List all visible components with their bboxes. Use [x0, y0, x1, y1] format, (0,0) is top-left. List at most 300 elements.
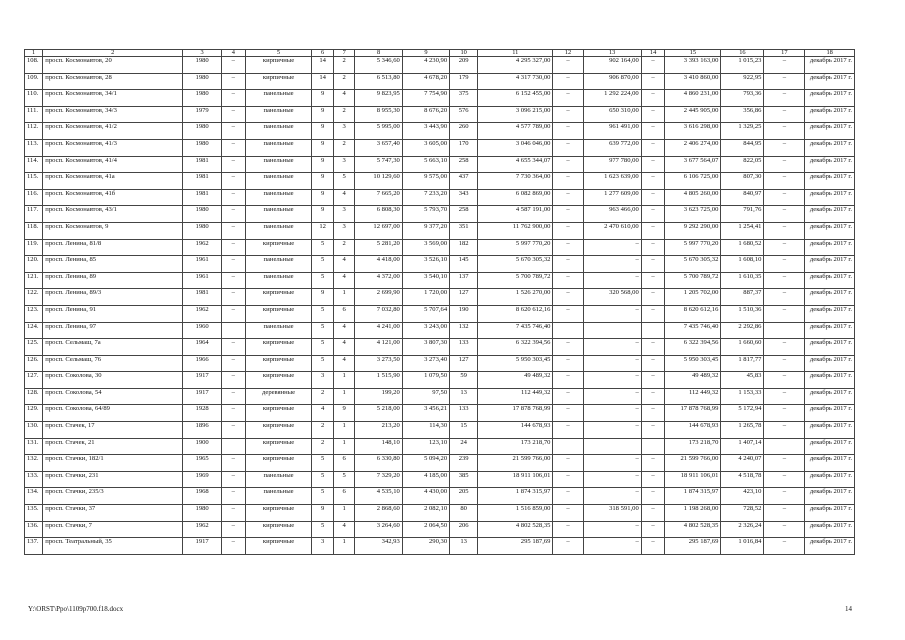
cell-col-10: 133: [450, 405, 478, 422]
cell-col-7: 4: [333, 272, 355, 289]
cell-col-8: 12 697,00: [355, 222, 402, 239]
cell-col-14: –: [641, 538, 665, 555]
cell-col-6: 9: [312, 106, 334, 123]
cell-col-15: 8 620 612,16: [665, 305, 721, 322]
cell-col-9: 4 678,20: [402, 73, 449, 90]
cell-col-6: 5: [312, 272, 334, 289]
cell-col-12: –: [553, 289, 583, 306]
cell-col-4: –: [221, 505, 245, 522]
cell-col-13: 906 870,00: [583, 73, 641, 90]
cell-col-8: 6 808,30: [355, 206, 402, 223]
cell-col-16: 791,76: [721, 206, 764, 223]
cell-col-9: 3 243,00: [402, 322, 449, 339]
cell-col-7: 5: [333, 471, 355, 488]
cell-col-10: 59: [450, 372, 478, 389]
cell-col-15: 9 292 290,00: [665, 222, 721, 239]
cell-col-4: –: [221, 521, 245, 538]
cell-col-17: [764, 322, 805, 339]
cell-col-9: 5 793,70: [402, 206, 449, 223]
cell-col-7: 2: [333, 57, 355, 74]
cell-col-7: 1: [333, 372, 355, 389]
cell-col-6: 4: [312, 405, 334, 422]
cell-col-6: 9: [312, 90, 334, 107]
column-number-4: 4: [221, 50, 245, 57]
cell-col-18: декабрь 2017 г.: [805, 339, 855, 356]
cell-col-10: 132: [450, 322, 478, 339]
cell-col-5: панельные: [245, 222, 312, 239]
cell-col-5: панельные: [245, 488, 312, 505]
cell-col-1: 119.: [25, 239, 43, 256]
cell-col-16: 728,52: [721, 505, 764, 522]
table-row: [25, 222, 855, 239]
cell-col-10: 80: [450, 505, 478, 522]
cell-col-14: –: [641, 222, 665, 239]
cell-col-2: просп. Космонавтов, 41/3: [43, 139, 183, 156]
table-row: [25, 455, 855, 472]
cell-col-5: кирпичные: [245, 305, 312, 322]
cell-col-12: –: [553, 173, 583, 190]
cell-col-4: –: [221, 222, 245, 239]
cell-col-5: панельные: [245, 123, 312, 140]
cell-col-1: 134.: [25, 488, 43, 505]
cell-col-2: просп. Стачки, 235/3: [43, 488, 183, 505]
cell-col-16: 844,95: [721, 139, 764, 156]
cell-col-7: 1: [333, 289, 355, 306]
cell-col-14: –: [641, 206, 665, 223]
cell-col-15: 7 435 746,40: [665, 322, 721, 339]
cell-col-14: –: [641, 139, 665, 156]
cell-col-8: 213,20: [355, 422, 402, 439]
cell-col-11: 173 218,70: [478, 438, 553, 455]
cell-col-12: –: [553, 206, 583, 223]
table-row: [25, 488, 855, 505]
cell-col-13: 977 780,00: [583, 156, 641, 173]
cell-col-12: [553, 438, 583, 455]
cell-col-6: 9: [312, 505, 334, 522]
cell-col-16: 1 610,35: [721, 272, 764, 289]
cell-col-5: кирпичные: [245, 57, 312, 74]
cell-col-3: 1981: [183, 156, 222, 173]
cell-col-2: просп. Стачки, 182/1: [43, 455, 183, 472]
cell-col-11: 5 700 789,72: [478, 272, 553, 289]
cell-col-11: 7 435 746,40: [478, 322, 553, 339]
table-row: [25, 156, 855, 173]
cell-col-3: 1900: [183, 438, 222, 455]
cell-col-4: –: [221, 471, 245, 488]
cell-col-9: 114,30: [402, 422, 449, 439]
cell-col-11: 5 670 305,32: [478, 256, 553, 273]
cell-col-17: –: [764, 538, 805, 555]
cell-col-16: 1 254,41: [721, 222, 764, 239]
cell-col-16: 4 518,78: [721, 471, 764, 488]
cell-col-13: 650 310,00: [583, 106, 641, 123]
cell-col-12: –: [553, 339, 583, 356]
cell-col-15: 17 878 768,99: [665, 405, 721, 422]
cell-col-11: 49 489,32: [478, 372, 553, 389]
cell-col-1: 108.: [25, 57, 43, 74]
cell-col-12: –: [553, 521, 583, 538]
cell-col-2: просп. Космонавтов, 28: [43, 73, 183, 90]
cell-col-13: –: [583, 372, 641, 389]
cell-col-10: 239: [450, 455, 478, 472]
cell-col-1: 137.: [25, 538, 43, 555]
table-row: [25, 438, 855, 455]
cell-col-5: кирпичные: [245, 239, 312, 256]
cell-col-3: 1980: [183, 206, 222, 223]
cell-col-17: –: [764, 455, 805, 472]
cell-col-11: 3 046 046,00: [478, 139, 553, 156]
cell-col-18: декабрь 2017 г.: [805, 289, 855, 306]
cell-col-16: 1 329,25: [721, 123, 764, 140]
table-row: [25, 272, 855, 289]
cell-col-1: 132.: [25, 455, 43, 472]
cell-col-13: –: [583, 521, 641, 538]
cell-col-5: панельные: [245, 256, 312, 273]
cell-col-11: 112 449,32: [478, 388, 553, 405]
cell-col-6: 9: [312, 156, 334, 173]
cell-col-6: 5: [312, 339, 334, 356]
cell-col-2: просп. Космонавтов, 41/4: [43, 156, 183, 173]
cell-col-2: просп. Ленина, 97: [43, 322, 183, 339]
cell-col-12: –: [553, 272, 583, 289]
cell-col-17: –: [764, 521, 805, 538]
cell-col-8: 6 513,80: [355, 73, 402, 90]
cell-col-6: 9: [312, 289, 334, 306]
cell-col-8: 6 330,80: [355, 455, 402, 472]
cell-col-18: декабрь 2017 г.: [805, 90, 855, 107]
cell-col-8: 5 218,00: [355, 405, 402, 422]
cell-col-8: 1 515,90: [355, 372, 402, 389]
cell-col-4: –: [221, 239, 245, 256]
cell-col-6: 5: [312, 455, 334, 472]
cell-col-2: просп. Стачек, 17: [43, 422, 183, 439]
cell-col-11: 1 516 859,00: [478, 505, 553, 522]
cell-col-15: 144 678,93: [665, 422, 721, 439]
cell-col-11: 6 152 455,00: [478, 90, 553, 107]
cell-col-12: –: [553, 355, 583, 372]
table-row: [25, 372, 855, 389]
cell-col-7: 4: [333, 256, 355, 273]
cell-col-18: декабрь 2017 г.: [805, 538, 855, 555]
cell-col-11: 7 730 364,00: [478, 173, 553, 190]
cell-col-3: 1896: [183, 422, 222, 439]
cell-col-14: –: [641, 339, 665, 356]
cell-col-4: –: [221, 173, 245, 190]
cell-col-3: 1969: [183, 471, 222, 488]
cell-col-16: 822,05: [721, 156, 764, 173]
table-row: [25, 139, 855, 156]
cell-col-14: –: [641, 521, 665, 538]
cell-col-17: –: [764, 305, 805, 322]
cell-col-12: –: [553, 505, 583, 522]
cell-col-7: 4: [333, 355, 355, 372]
cell-col-15: 2 406 274,00: [665, 139, 721, 156]
cell-col-16: 4 240,07: [721, 455, 764, 472]
cell-col-16: 5 172,94: [721, 405, 764, 422]
cell-col-16: 1 265,78: [721, 422, 764, 439]
cell-col-13: –: [583, 388, 641, 405]
cell-col-14: –: [641, 106, 665, 123]
cell-col-1: 127.: [25, 372, 43, 389]
cell-col-17: –: [764, 73, 805, 90]
cell-col-7: 5: [333, 173, 355, 190]
cell-col-9: 3 807,30: [402, 339, 449, 356]
column-number-5: 5: [245, 50, 312, 57]
cell-col-6: 5: [312, 256, 334, 273]
cell-col-16: 2 326,24: [721, 521, 764, 538]
cell-col-15: 2 445 905,00: [665, 106, 721, 123]
cell-col-12: –: [553, 123, 583, 140]
cell-col-13: [583, 322, 641, 339]
cell-col-5: панельные: [245, 206, 312, 223]
cell-col-8: 8 955,30: [355, 106, 402, 123]
cell-col-13: 961 491,00: [583, 123, 641, 140]
cell-col-1: 130.: [25, 422, 43, 439]
column-number-1: 1: [25, 50, 43, 57]
cell-col-15: 4 805 260,00: [665, 189, 721, 206]
cell-col-2: просп. Космонавтов, 41б: [43, 189, 183, 206]
cell-col-9: 5 707,64: [402, 305, 449, 322]
cell-col-9: 5 094,20: [402, 455, 449, 472]
table-row: [25, 505, 855, 522]
cell-col-13: [583, 438, 641, 455]
cell-col-10: 437: [450, 173, 478, 190]
table-row: [25, 339, 855, 356]
cell-col-8: 7 032,80: [355, 305, 402, 322]
cell-col-16: 1 407,14: [721, 438, 764, 455]
cell-col-7: 3: [333, 156, 355, 173]
cell-col-14: –: [641, 355, 665, 372]
cell-col-9: 7 233,20: [402, 189, 449, 206]
cell-col-4: –: [221, 405, 245, 422]
cell-col-6: 5: [312, 305, 334, 322]
cell-col-6: 5: [312, 488, 334, 505]
cell-col-11: 5 950 303,45: [478, 355, 553, 372]
cell-col-3: 1980: [183, 505, 222, 522]
cell-col-1: 117.: [25, 206, 43, 223]
cell-col-3: 1980: [183, 222, 222, 239]
cell-col-8: 10 129,60: [355, 173, 402, 190]
cell-col-3: 1981: [183, 289, 222, 306]
cell-col-9: 3 569,00: [402, 239, 449, 256]
cell-col-14: –: [641, 123, 665, 140]
cell-col-3: 1962: [183, 521, 222, 538]
cell-col-8: 148,10: [355, 438, 402, 455]
cell-col-9: 3 273,40: [402, 355, 449, 372]
cell-col-15: 5 997 770,20: [665, 239, 721, 256]
cell-col-12: –: [553, 73, 583, 90]
cell-col-9: 9 575,00: [402, 173, 449, 190]
cell-col-5: кирпичные: [245, 505, 312, 522]
cell-col-2: просп. Стачки, 231: [43, 471, 183, 488]
cell-col-18: декабрь 2017 г.: [805, 388, 855, 405]
cell-col-2: просп. Сельмаш, 76: [43, 355, 183, 372]
cell-col-5: кирпичные: [245, 405, 312, 422]
cell-col-4: –: [221, 289, 245, 306]
file-path: Y:\ORST\Ppo\1109p700.f18.docx: [28, 605, 124, 613]
cell-col-13: –: [583, 305, 641, 322]
cell-col-3: 1964: [183, 339, 222, 356]
cell-col-11: 18 911 106,01: [478, 471, 553, 488]
cell-col-11: 4 577 789,00: [478, 123, 553, 140]
cell-col-15: 3 623 725,00: [665, 206, 721, 223]
cell-col-18: декабрь 2017 г.: [805, 206, 855, 223]
cell-col-4: [221, 438, 245, 455]
cell-col-13: –: [583, 538, 641, 555]
cell-col-7: 2: [333, 106, 355, 123]
table-row: [25, 73, 855, 90]
cell-col-15: 6 106 725,00: [665, 173, 721, 190]
cell-col-10: 13: [450, 538, 478, 555]
cell-col-1: 113.: [25, 139, 43, 156]
cell-col-14: –: [641, 57, 665, 74]
cell-col-2: просп. Соколова, 64/89: [43, 405, 183, 422]
cell-col-6: 5: [312, 239, 334, 256]
cell-col-14: [641, 438, 665, 455]
cell-col-10: 137: [450, 272, 478, 289]
cell-col-6: 14: [312, 57, 334, 74]
cell-col-9: 97,50: [402, 388, 449, 405]
table-row: [25, 256, 855, 273]
cell-col-13: 2 470 610,00: [583, 222, 641, 239]
cell-col-12: –: [553, 156, 583, 173]
cell-col-8: 3 264,60: [355, 521, 402, 538]
cell-col-7: 6: [333, 455, 355, 472]
cell-col-1: 126.: [25, 355, 43, 372]
table-body: [25, 57, 855, 555]
cell-col-14: –: [641, 505, 665, 522]
cell-col-8: 4 535,10: [355, 488, 402, 505]
cell-col-1: 115.: [25, 173, 43, 190]
cell-col-15: 3 393 163,00: [665, 57, 721, 74]
cell-col-10: 205: [450, 488, 478, 505]
cell-col-16: 1 817,77: [721, 355, 764, 372]
cell-col-11: 6 322 394,56: [478, 339, 553, 356]
cell-col-3: 1980: [183, 73, 222, 90]
cell-col-10: 24: [450, 438, 478, 455]
cell-col-14: –: [641, 272, 665, 289]
table-row: [25, 123, 855, 140]
cell-col-3: 1981: [183, 189, 222, 206]
cell-col-11: 144 678,93: [478, 422, 553, 439]
cell-col-9: 2 064,50: [402, 521, 449, 538]
cell-col-1: 122.: [25, 289, 43, 306]
cell-col-11: 21 599 766,00: [478, 455, 553, 472]
column-number-17: 17: [764, 50, 805, 57]
cell-col-16: 2 292,86: [721, 322, 764, 339]
cell-col-18: декабрь 2017 г.: [805, 239, 855, 256]
cell-col-11: 11 762 900,00: [478, 222, 553, 239]
column-number-16: 16: [721, 50, 764, 57]
cell-col-15: 5 700 789,72: [665, 272, 721, 289]
cell-col-17: –: [764, 173, 805, 190]
cell-col-15: 21 599 766,00: [665, 455, 721, 472]
cell-col-4: –: [221, 139, 245, 156]
cell-col-9: 3 526,10: [402, 256, 449, 273]
cell-col-3: 1979: [183, 106, 222, 123]
cell-col-8: 2 699,90: [355, 289, 402, 306]
column-number-6: 6: [312, 50, 334, 57]
cell-col-17: –: [764, 57, 805, 74]
cell-col-13: 1 292 224,00: [583, 90, 641, 107]
cell-col-10: 182: [450, 239, 478, 256]
cell-col-5: кирпичные: [245, 521, 312, 538]
cell-col-17: –: [764, 206, 805, 223]
cell-col-12: –: [553, 455, 583, 472]
cell-col-18: декабрь 2017 г.: [805, 422, 855, 439]
cell-col-13: 320 568,00: [583, 289, 641, 306]
table-row: [25, 355, 855, 372]
cell-col-12: –: [553, 189, 583, 206]
cell-col-7: 3: [333, 222, 355, 239]
cell-col-7: 4: [333, 521, 355, 538]
cell-col-4: –: [221, 106, 245, 123]
cell-col-17: –: [764, 372, 805, 389]
cell-col-15: 3 410 860,00: [665, 73, 721, 90]
cell-col-15: 18 911 106,01: [665, 471, 721, 488]
cell-col-1: 124.: [25, 322, 43, 339]
cell-col-1: 111.: [25, 106, 43, 123]
cell-col-6: 14: [312, 73, 334, 90]
cell-col-1: 125.: [25, 339, 43, 356]
cell-col-1: 123.: [25, 305, 43, 322]
cell-col-18: декабрь 2017 г.: [805, 521, 855, 538]
cell-col-9: 5 663,10: [402, 156, 449, 173]
cell-col-5: панельные: [245, 106, 312, 123]
cell-col-6: 5: [312, 322, 334, 339]
cell-col-13: –: [583, 355, 641, 372]
cell-col-9: 1 079,50: [402, 372, 449, 389]
cell-col-5: кирпичные: [245, 372, 312, 389]
cell-col-6: 9: [312, 123, 334, 140]
cell-col-5: кирпичные: [245, 339, 312, 356]
cell-col-2: просп. Ленина, 81/8: [43, 239, 183, 256]
cell-col-7: 1: [333, 538, 355, 555]
cell-col-17: –: [764, 405, 805, 422]
cell-col-10: 258: [450, 206, 478, 223]
cell-col-5: кирпичные: [245, 455, 312, 472]
column-number-2: 2: [43, 50, 183, 57]
cell-col-9: 4 230,90: [402, 57, 449, 74]
cell-col-18: декабрь 2017 г.: [805, 57, 855, 74]
cell-col-12: –: [553, 422, 583, 439]
cell-col-11: 17 878 768,99: [478, 405, 553, 422]
cell-col-14: –: [641, 422, 665, 439]
cell-col-4: –: [221, 422, 245, 439]
cell-col-17: –: [764, 422, 805, 439]
cell-col-5: панельные: [245, 90, 312, 107]
cell-col-16: 1 608,10: [721, 256, 764, 273]
cell-col-4: –: [221, 73, 245, 90]
cell-col-14: –: [641, 388, 665, 405]
cell-col-10: 127: [450, 355, 478, 372]
cell-col-3: 1962: [183, 239, 222, 256]
cell-col-2: просп. Космонавтов, 43/1: [43, 206, 183, 223]
column-number-11: 11: [478, 50, 553, 57]
cell-col-6: 2: [312, 388, 334, 405]
cell-col-13: –: [583, 455, 641, 472]
cell-col-8: 7 329,20: [355, 471, 402, 488]
cell-col-18: декабрь 2017 г.: [805, 372, 855, 389]
cell-col-4: –: [221, 305, 245, 322]
cell-col-16: 807,30: [721, 173, 764, 190]
cell-col-18: декабрь 2017 г.: [805, 106, 855, 123]
cell-col-1: 129.: [25, 405, 43, 422]
cell-col-5: панельные: [245, 272, 312, 289]
cell-col-7: 3: [333, 123, 355, 140]
cell-col-11: 295 187,69: [478, 538, 553, 555]
cell-col-7: 2: [333, 73, 355, 90]
